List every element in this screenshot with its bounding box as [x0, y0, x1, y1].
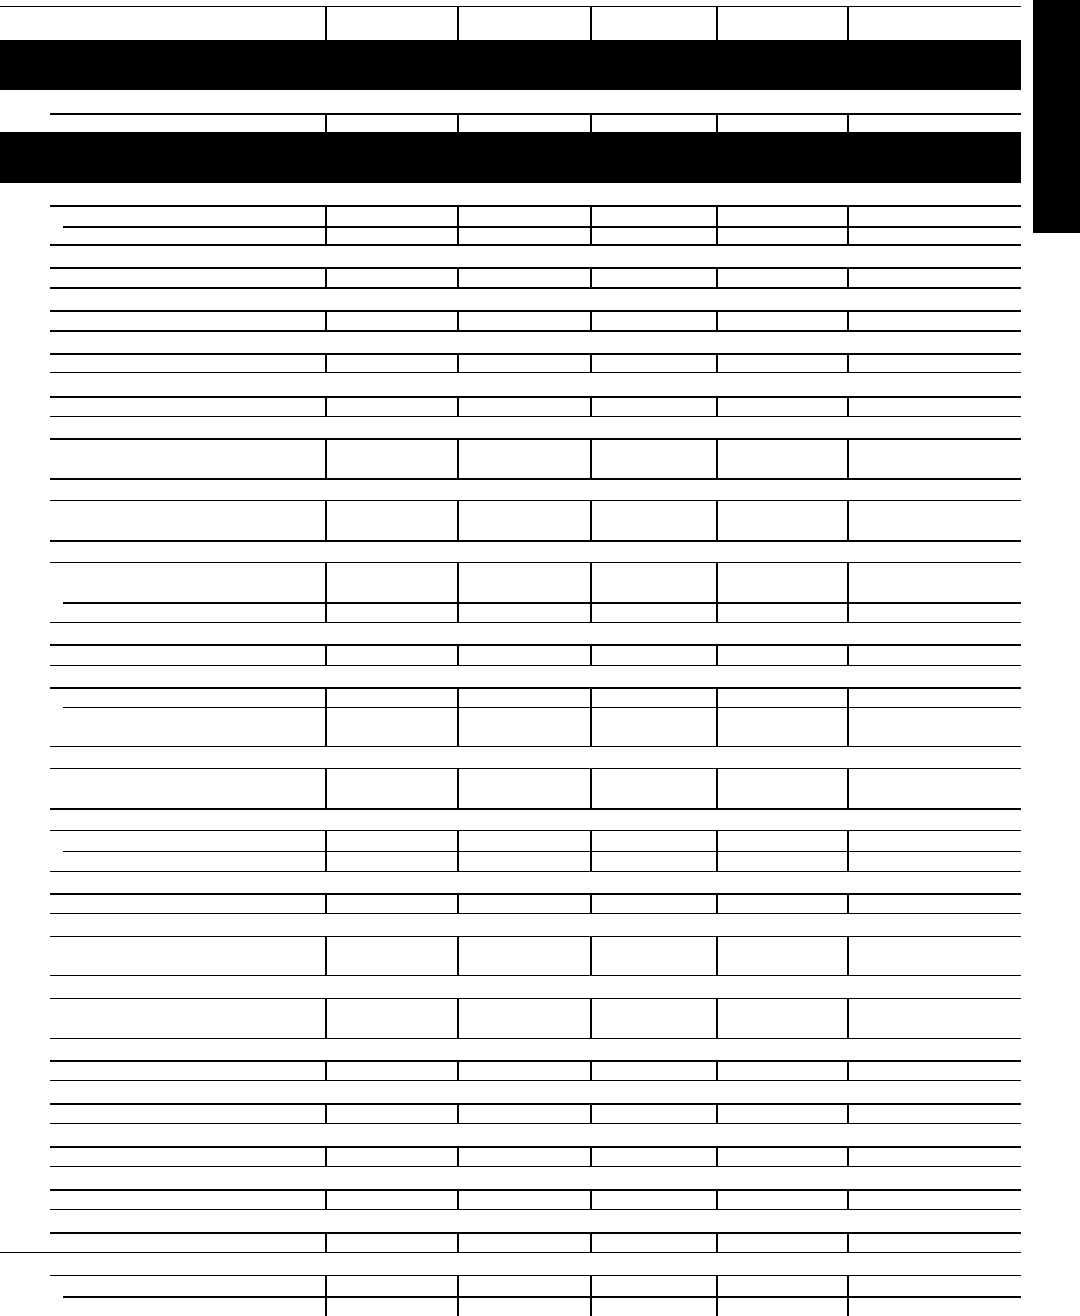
column-divider: [325, 396, 327, 416]
column-divider: [716, 353, 718, 372]
section-edge-tab: [1033, 0, 1080, 233]
table-rule: [50, 310, 1021, 312]
table-rule: [50, 665, 1021, 666]
column-divider: [716, 998, 718, 1038]
column-divider: [325, 1060, 327, 1080]
column-divider: [325, 998, 327, 1038]
column-divider: [325, 6, 327, 40]
table-rule: [50, 478, 1021, 480]
column-divider: [590, 830, 592, 871]
column-divider: [325, 893, 327, 913]
column-divider: [457, 353, 459, 372]
column-divider: [847, 6, 849, 40]
column-divider: [590, 1060, 592, 1080]
column-divider: [847, 267, 849, 287]
table-rule: [50, 871, 1021, 872]
column-divider: [457, 310, 459, 330]
column-divider: [716, 438, 718, 478]
column-divider: [457, 644, 459, 665]
column-divider: [590, 936, 592, 975]
table-rule: [50, 687, 1021, 689]
column-divider: [716, 562, 718, 622]
column-divider: [590, 644, 592, 665]
table-rule: [63, 1296, 1021, 1298]
column-divider: [847, 1189, 849, 1209]
column-divider: [590, 893, 592, 913]
column-divider: [716, 205, 718, 244]
column-divider: [457, 1232, 459, 1252]
column-divider: [325, 310, 327, 330]
table-rule: [50, 1166, 1021, 1167]
table-rule: [50, 267, 1021, 269]
column-divider: [457, 893, 459, 913]
table-rule: [50, 936, 1021, 937]
column-divider: [457, 830, 459, 871]
column-divider: [325, 205, 327, 244]
column-divider: [716, 1232, 718, 1252]
table-rule: [50, 330, 1021, 332]
column-divider: [457, 936, 459, 975]
column-divider: [325, 267, 327, 287]
table-rule: [50, 113, 1021, 115]
table-rule: [50, 830, 1021, 831]
column-divider: [847, 1146, 849, 1166]
column-divider: [457, 1189, 459, 1209]
column-divider: [847, 1060, 849, 1080]
column-divider: [325, 438, 327, 478]
column-divider: [325, 562, 327, 622]
header-band-1: [0, 40, 1021, 90]
column-divider: [590, 1189, 592, 1209]
column-divider: [325, 353, 327, 372]
column-divider: [716, 893, 718, 913]
column-divider: [325, 1275, 327, 1316]
column-divider: [325, 1103, 327, 1123]
column-divider: [716, 113, 718, 132]
column-divider: [590, 310, 592, 330]
column-divider: [847, 1275, 849, 1316]
table-rule: [50, 244, 1021, 246]
column-divider: [847, 1103, 849, 1123]
column-divider: [590, 1103, 592, 1123]
column-divider: [716, 1103, 718, 1123]
column-divider: [325, 768, 327, 808]
column-divider: [716, 1189, 718, 1209]
column-divider: [716, 6, 718, 40]
column-divider: [457, 205, 459, 244]
table-rule: [50, 416, 1021, 417]
column-divider: [847, 893, 849, 913]
table-rule: [50, 1275, 1021, 1276]
column-divider: [590, 353, 592, 372]
column-divider: [457, 1103, 459, 1123]
column-divider: [457, 562, 459, 622]
table-rule: [50, 1080, 1021, 1081]
table-rule: [50, 1232, 1021, 1234]
column-divider: [457, 267, 459, 287]
table-rule: [50, 975, 1021, 976]
column-divider: [325, 644, 327, 665]
table-rule: [50, 287, 1021, 289]
column-divider: [457, 438, 459, 478]
column-divider: [716, 396, 718, 416]
column-divider: [847, 113, 849, 132]
table-rule: [50, 746, 1021, 747]
column-divider: [590, 500, 592, 540]
column-divider: [716, 687, 718, 746]
column-divider: [847, 310, 849, 330]
column-divider: [847, 562, 849, 622]
table-rule: [50, 1189, 1021, 1191]
table-rule: [50, 562, 1021, 563]
column-divider: [325, 1146, 327, 1166]
table-rule: [50, 998, 1021, 999]
column-divider: [457, 6, 459, 40]
column-divider: [457, 687, 459, 746]
column-divider: [716, 768, 718, 808]
column-divider: [590, 267, 592, 287]
table-rule: [50, 1146, 1021, 1148]
table-rule: [0, 88, 1021, 90]
column-divider: [590, 998, 592, 1038]
column-divider: [847, 1232, 849, 1252]
column-divider: [457, 1275, 459, 1316]
column-divider: [847, 205, 849, 244]
column-divider: [325, 113, 327, 132]
table-rule: [50, 438, 1021, 440]
table-rule: [50, 353, 1021, 355]
column-divider: [847, 936, 849, 975]
table-rule: [50, 205, 1021, 207]
column-divider: [325, 936, 327, 975]
column-divider: [457, 1060, 459, 1080]
column-divider: [590, 768, 592, 808]
column-divider: [457, 500, 459, 540]
column-divider: [716, 1060, 718, 1080]
column-divider: [590, 687, 592, 746]
column-divider: [847, 644, 849, 665]
column-divider: [325, 1232, 327, 1252]
column-divider: [325, 500, 327, 540]
table-rule: [50, 893, 1021, 895]
table-rule: [63, 226, 1021, 228]
table-rule: [50, 808, 1021, 810]
column-divider: [590, 1146, 592, 1166]
table-rule: [50, 1209, 1021, 1210]
column-divider: [590, 113, 592, 132]
column-divider: [716, 310, 718, 330]
column-divider: [457, 998, 459, 1038]
column-divider: [590, 562, 592, 622]
column-divider: [847, 687, 849, 746]
column-divider: [847, 396, 849, 416]
column-divider: [847, 438, 849, 478]
table-rule: [50, 500, 1021, 501]
table-rule: [0, 182, 1021, 183]
column-divider: [590, 1275, 592, 1316]
table-rule: [50, 913, 1021, 914]
column-divider: [590, 396, 592, 416]
column-divider: [716, 644, 718, 665]
table-rule: [50, 372, 1021, 373]
header-band-2: [0, 132, 1021, 182]
column-divider: [325, 1189, 327, 1209]
column-divider: [457, 768, 459, 808]
column-divider: [716, 936, 718, 975]
table-rule: [50, 396, 1021, 398]
column-divider: [325, 830, 327, 871]
column-divider: [590, 6, 592, 40]
table-rule: [50, 1038, 1021, 1039]
column-divider: [325, 687, 327, 746]
column-divider: [457, 1146, 459, 1166]
table-rule: [50, 1060, 1021, 1062]
table-rule: [50, 768, 1021, 769]
column-divider: [590, 438, 592, 478]
table-rule: [63, 851, 1021, 852]
table-rule: [50, 1103, 1021, 1105]
column-divider: [457, 396, 459, 416]
table-rule: [0, 6, 1021, 7]
column-divider: [847, 768, 849, 808]
column-divider: [847, 998, 849, 1038]
column-divider: [847, 830, 849, 871]
table-rule: [50, 1123, 1021, 1124]
column-divider: [590, 1232, 592, 1252]
column-divider: [716, 500, 718, 540]
column-divider: [716, 830, 718, 871]
column-divider: [590, 205, 592, 244]
table-rule: [63, 707, 1021, 708]
table-rule: [0, 1252, 1021, 1253]
column-divider: [847, 500, 849, 540]
column-divider: [716, 1275, 718, 1316]
table-rule: [50, 644, 1021, 646]
column-divider: [716, 267, 718, 287]
table-rule: [63, 602, 1021, 604]
column-divider: [716, 1146, 718, 1166]
column-divider: [457, 113, 459, 132]
table-rule: [50, 540, 1021, 542]
table-rule: [50, 622, 1021, 623]
column-divider: [847, 353, 849, 372]
